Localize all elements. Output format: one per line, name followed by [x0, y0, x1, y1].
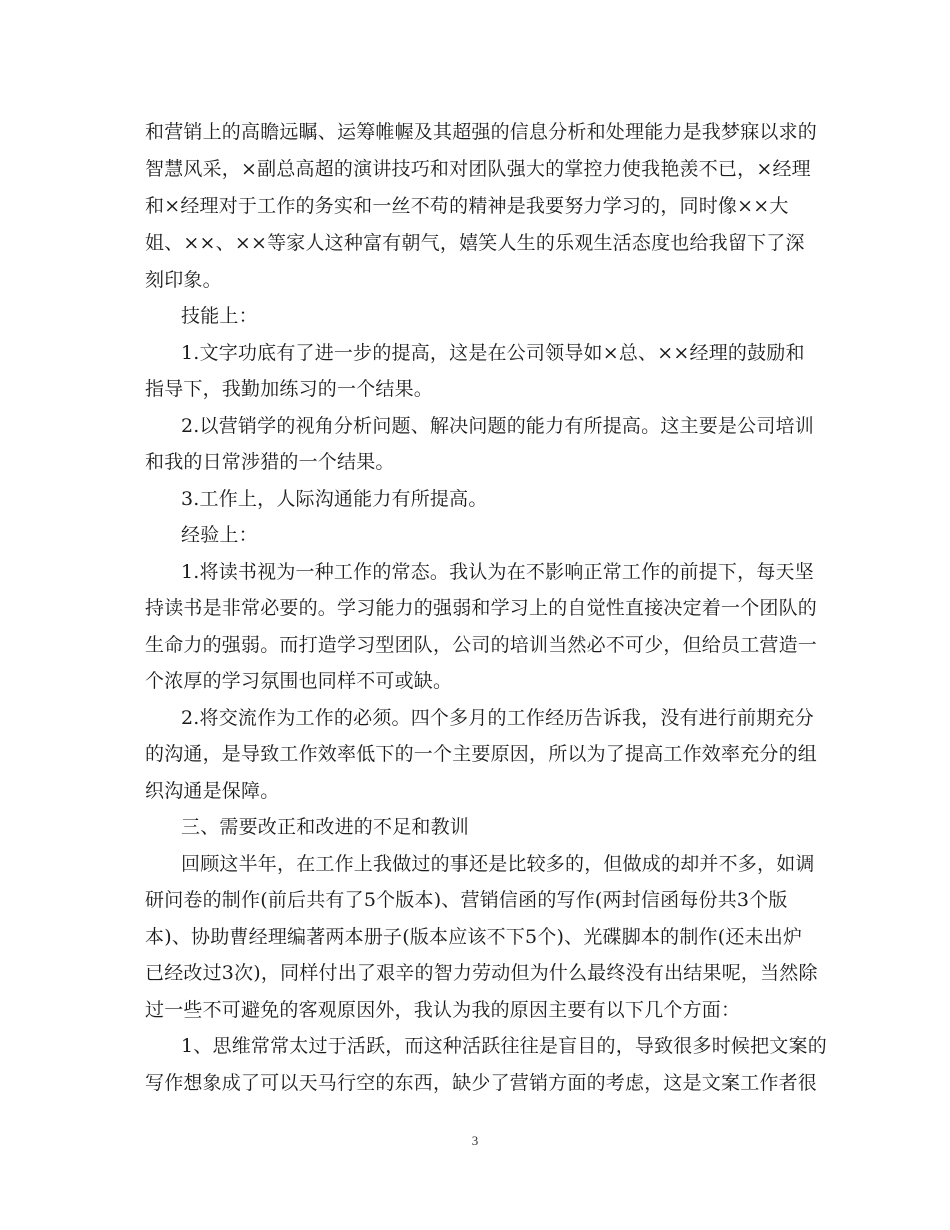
- body-line: 个浓厚的学习氛围也同样不可或缺。: [145, 670, 453, 692]
- section-heading-shortcomings: 三、需要改正和改进的不足和教训: [181, 816, 470, 838]
- body-line: 织沟通是保障。: [145, 780, 280, 802]
- body-line: 已经改过3次)，同样付出了艰辛的智力劳动但为什么最终没有出结果呢，当然除: [145, 962, 818, 984]
- body-line: 过一些不可避免的客观原因外，我认为我的原因主要有以下几个方面：: [145, 999, 741, 1021]
- body-line: 本)、协助曹经理编著两本册子(版本应该不下5个)、光碟脚本的制作(还未出炉: [145, 926, 803, 948]
- body-line: 研问卷的制作(前后共有了5个版本)、营销信函的写作(两封信函每份共3个版: [145, 889, 788, 911]
- body-line: 3.工作上，人际沟通能力有所提高。: [181, 488, 488, 510]
- body-line: 1、思维常常太过于活跃，而这种活跃往往是盲目的，导致很多时候把文案的: [181, 1035, 827, 1057]
- body-line: 写作想象成了可以天马行空的东西，缺少了营销方面的考虑，这是文案工作者很: [145, 1072, 818, 1094]
- body-line: 1.将读书视为一种工作的常态。我认为在不影响正常工作的前提下，每天坚: [181, 561, 814, 583]
- body-line: 生命力的强弱。而打造学习型团队，公司的培训当然必不可少，但给员工营造一: [145, 634, 818, 656]
- body-line: 和营销上的高瞻远瞩、运筹帷幄及其超强的信息分析和处理能力是我梦寐以求的: [145, 121, 818, 143]
- body-line: 2.以营销学的视角分析问题、解决问题的能力有所提高。这主要是公司培训: [181, 415, 814, 437]
- body-line: 的沟通，是导致工作效率低下的一个主要原因，所以为了提高工作效率充分的组: [145, 743, 818, 765]
- body-line: 回顾这半年，在工作上我做过的事还是比较多的，但做成的却并不多，如调: [181, 853, 815, 875]
- section-heading-experience: 经验上：: [181, 524, 258, 546]
- body-line: 和×经理对于工作的务实和一丝不苟的精神是我要努力学习的，同时像××大: [145, 195, 789, 217]
- body-line: 持读书是非常必要的。学习能力的强弱和学习上的自觉性直接决定着一个团队的: [145, 597, 818, 619]
- page-number: 3: [471, 1133, 479, 1148]
- body-line: 智慧风采，×副总高超的演讲技巧和对团队强大的掌控力使我艳羡不已，×经理: [145, 158, 811, 180]
- body-line: 指导下，我勤加练习的一个结果。: [145, 378, 434, 400]
- body-line: 刻印象。: [145, 269, 222, 291]
- body-line: 和我的日常涉猎的一个结果。: [145, 451, 395, 473]
- body-line: 1.文字功底有了进一步的提高，这是在公司领导如×总、××经理的鼓励和: [181, 342, 805, 364]
- body-line: 2.将交流作为工作的必须。四个多月的工作经历告诉我，没有进行前期充分: [181, 707, 814, 729]
- body-line: 姐、××、××等家人这种富有朝气，嬉笑人生的乐观生活态度也给我留下了深: [145, 232, 805, 254]
- section-heading-skills: 技能上：: [181, 305, 258, 327]
